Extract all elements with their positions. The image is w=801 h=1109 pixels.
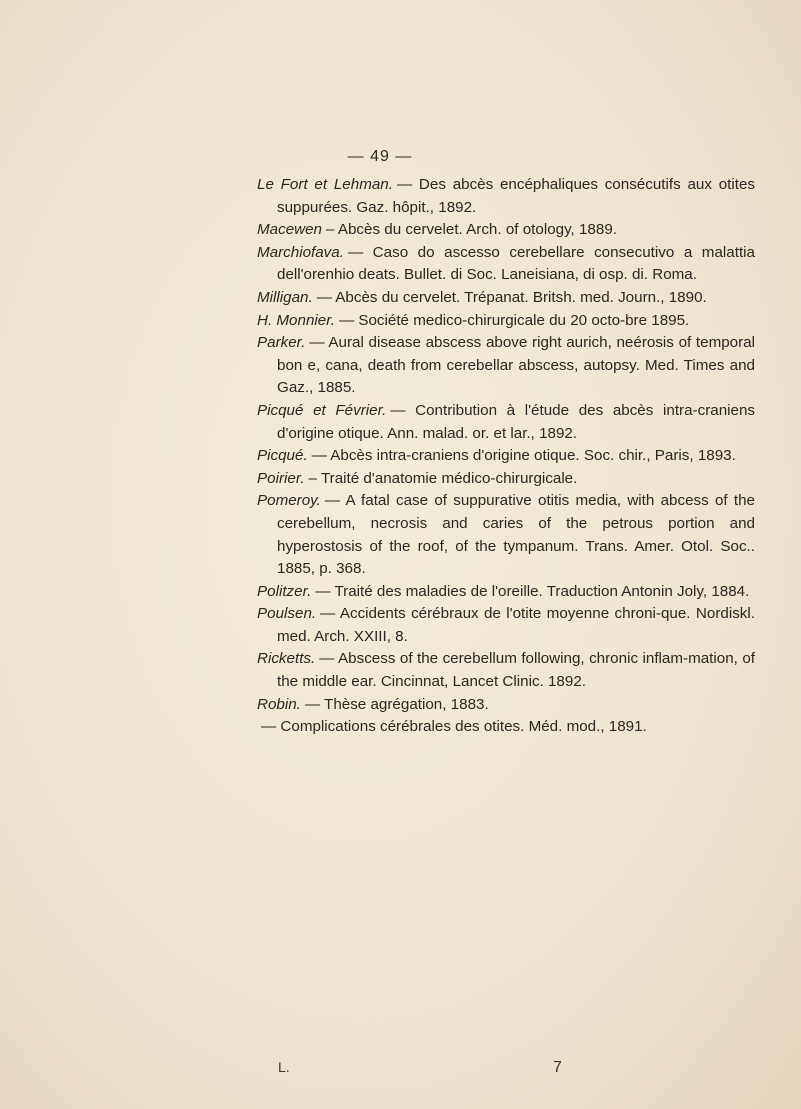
reference-author: Politzer. [257,582,312,600]
reference-text: — Traité des maladies de l'oreille. Traduction Antonin Joly, 1884. [315,582,750,600]
reference-text: – Abcès du cervelet. Arch. of otology, 1889. [326,221,617,239]
reference-entry [257,242,755,287]
reference-text: — Thèse agrégation, 1883. [304,695,489,713]
reference-text: — A fatal case of suppurative otitis media, with abcess of the cerebellum, necrosis and caries of the petrous portion and hyperostosis of the roof, of the tympanum. Trans. Amer. Otol. Soc.. 1885, p. 368. [277,492,755,578]
reference-entry [257,287,755,310]
reference-text: – Traité d'anatomie médico-chirurgicale. [308,469,578,487]
reference-author: Ricketts. [257,650,316,668]
reference-entry [257,648,755,693]
signature-mark: L. [278,1059,290,1075]
reference-author: Picqué et Février. [257,401,387,419]
page-footer [0,1059,801,1081]
reference-entry [257,219,755,242]
reference-author: Macewen [257,221,322,239]
signature-number: 7 [553,1059,562,1076]
reference-list [257,174,755,739]
reference-text: — Complications cérébrales des otites. Méd. mod., 1891. [261,718,647,736]
reference-entry [257,716,755,739]
reference-entry [257,490,755,580]
reference-author: Poirier. [257,469,305,487]
reference-text: — Aural disease abscess above right aurich, neérosis of temporal bon e, cana, death from cerebellar abscess, autopsy. Med. Times and Gaz., 1885. [277,334,755,397]
reference-text: — Des abcès encéphaliques consécutifs aux otites suppurées. Gaz. hôpit., 1892. [277,176,755,216]
reference-entry [257,445,755,468]
reference-text: — Abcès intra-craniens d'origine otique. Soc. chir., Paris, 1893. [311,447,736,465]
reference-text: — Abcès du cervelet. Trépanat. Britsh. med. Journ., 1890. [316,288,707,306]
reference-text: — Caso do ascesso cerebellare consecutivo a malattia dell'orenhio deats. Bullet. di Soc. Laneisiana, di osp. di. Roma. [277,243,755,284]
reference-author: Milligan. [257,288,313,306]
reference-author: Poulsen. [257,605,317,623]
page-number: — 49 — [347,148,413,165]
reference-text: — Société medico-chirurgicale du 20 octo-bre 1895. [338,311,690,329]
reference-entry [257,174,755,219]
reference-text: — Abscess of the cerebellum following, chronic inflam-mation, of the middle ear. Cincinnat, Lancet Clinic. 1892. [277,650,755,691]
reference-entry [257,310,755,333]
reference-author: H. Monnier. [257,311,335,329]
reference-author: Picqué. [257,447,308,465]
reference-author: Robin. [257,695,301,713]
reference-entry [257,332,755,400]
reference-entry [257,603,755,648]
reference-author: Parker. [257,334,306,352]
reference-author: Le Fort et Lehman. [257,176,393,193]
reference-entry [257,694,755,717]
reference-entry [257,581,755,604]
reference-author: Marchiofava. [257,243,344,261]
reference-author: Pomeroy. [257,492,321,510]
reference-text: — Accidents cérébraux de l'otite moyenne chroni-que. Nordiskl. med. Arch. XXIII, 8. [277,605,755,645]
reference-entry [257,400,755,445]
reference-text: — Contribution à l'étude des abcès intra-craniens d'origine otique. Ann. malad. or. et lar., 1892. [277,401,756,442]
reference-entry [257,468,755,491]
